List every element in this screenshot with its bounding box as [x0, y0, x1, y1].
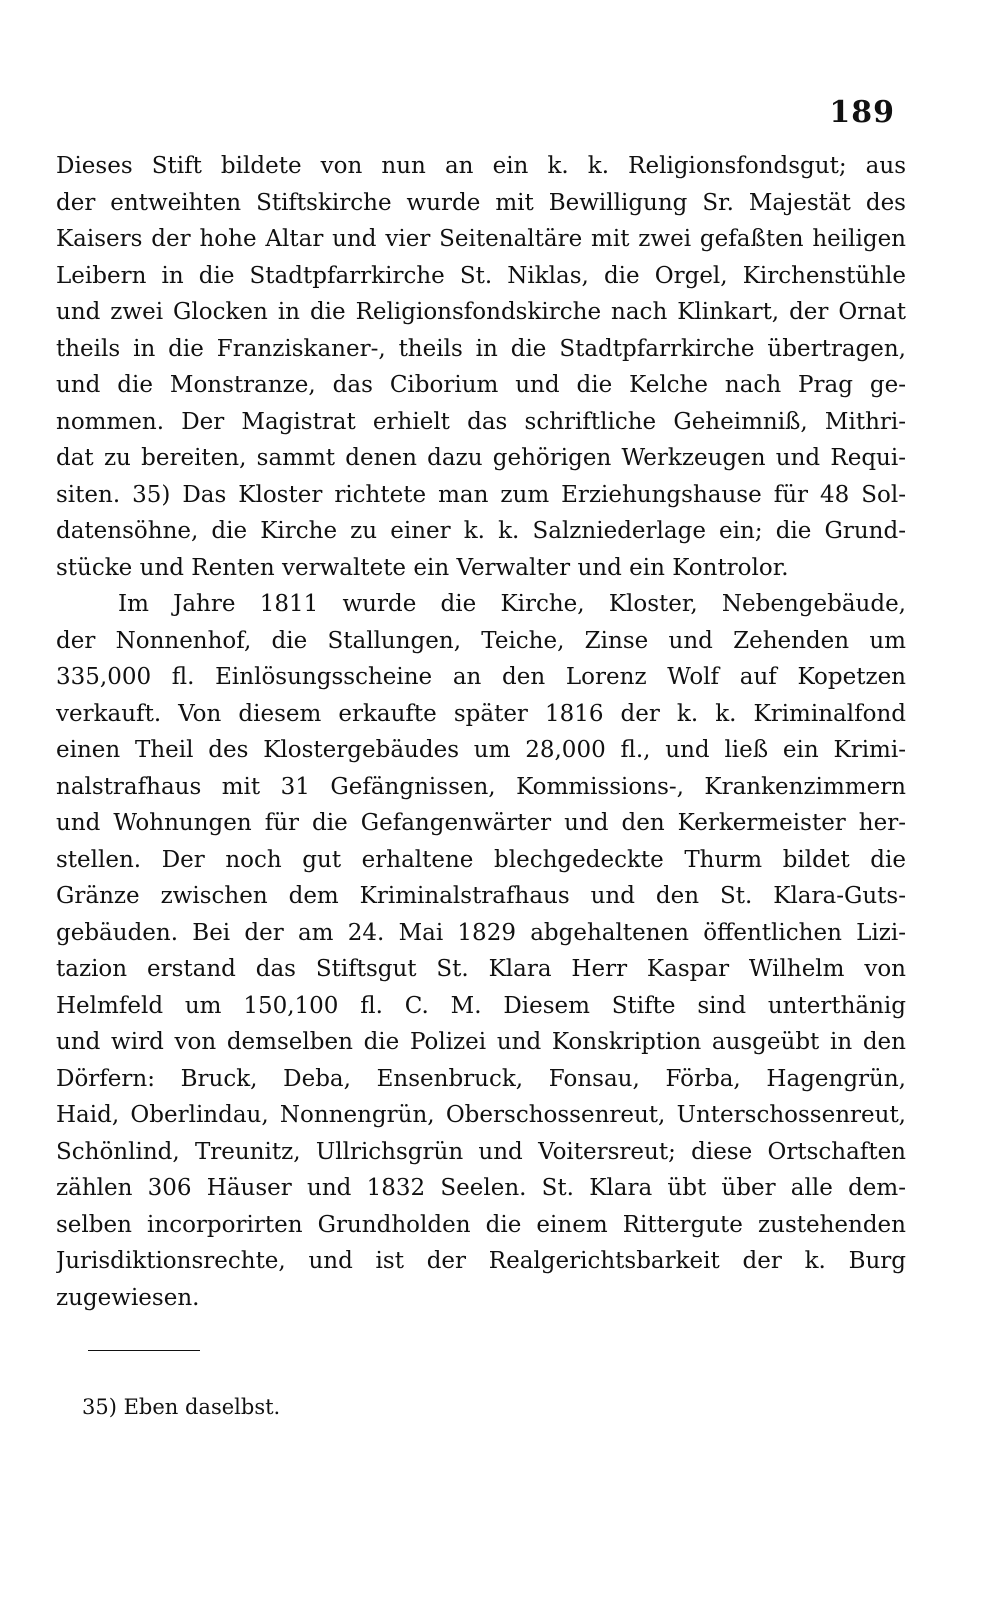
text-line: tazion erstand das Stiftsgut St. Klara Herr Kaspar Wilhelm von [56, 956, 906, 982]
text-line: Dörfern: Bruck, Deba, Ensenbruck, Fonsau, Förba, Hagengrün, [56, 1065, 906, 1092]
text-line: Gränze zwischen dem Kriminalstrafhaus und den St. Klara-Guts- [56, 883, 906, 909]
text-line: und Wohnungen für die Gefangenwärter und den Kerkermeister her- [56, 810, 906, 836]
text-line: Dieses Stift bildete von nun an ein k. k. Religionsfondsgut; aus [56, 153, 906, 179]
text-line: stellen. Der noch gut erhaltene blechgedeckte Thurm bildet die [56, 846, 906, 873]
text-line: datensöhne, die Kirche zu einer k. k. Salzniederlage ein; die Grund- [56, 518, 906, 544]
footnote: 35) Eben daselbst. [82, 1395, 281, 1419]
text-line: zählen 306 Häuser und 1832 Seelen. St. Klara übt über alle dem- [56, 1175, 906, 1201]
text-line: Leibern in die Stadtpfarrkirche St. Niklas, die Orgel, Kirchenstühle [56, 262, 906, 289]
text-line: und zwei Glocken in die Religionsfondskirche nach Klinkart, der Ornat [56, 299, 906, 325]
text-line: Kaisers der hohe Altar und vier Seitenaltäre mit zwei gefaßten heiligen [56, 226, 906, 252]
page-number: 189 [829, 95, 895, 130]
text-line: und die Monstranze, das Ciborium und die Kelche nach Prag ge- [56, 372, 906, 398]
text-line: dat zu bereiten, sammt denen dazu gehörigen Werkzeugen und Requi- [56, 445, 906, 471]
text-line: Schönlind, Treunitz, Ullrichsgrün und Voitersreut; diese Ortschaften [56, 1138, 906, 1165]
text-line: stücke und Renten verwaltete ein Verwalter und ein Kontrolor. [56, 554, 789, 581]
text-line: selben incorporirten Grundholden die einem Rittergute zustehenden [56, 1211, 906, 1238]
text-line: Haid, Oberlindau, Nonnengrün, Oberschossenreut, Unterschossenreut, [56, 1102, 906, 1128]
text-line: nommen. Der Magistrat erhielt das schriftliche Geheimniß, Mithri- [56, 408, 906, 435]
text-line: der Nonnenhof, die Stallungen, Teiche, Zinse und Zehenden um [56, 627, 906, 654]
main-text-block [56, 148, 906, 1316]
text-line: 335,000 fl. Einlösungsscheine an den Lorenz Wolf auf Kopetzen [56, 664, 906, 690]
text-line: nalstrafhaus mit 31 Gefängnissen, Kommissions-, Krankenzimmern [56, 773, 906, 800]
text-line: siten. 35) Das Kloster richtete man zum Erziehungshause für 48 Sol- [56, 481, 906, 508]
text-line: einen Theil des Klostergebäudes um 28,000 fl., und ließ ein Krimi- [56, 737, 906, 763]
footnote-divider [88, 1350, 200, 1351]
text-line: theils in die Franziskaner-, theils in die Stadtpfarrkirche übertragen, [56, 335, 906, 362]
text-line: der entweihten Stiftskirche wurde mit Bewilligung Sr. Majestät des [56, 189, 906, 216]
text-line: Im Jahre 1811 wurde die Kirche, Kloster, Nebengebäude, [118, 591, 906, 617]
text-line: Helmfeld um 150,100 fl. C. M. Diesem Stifte sind unterthänig [56, 992, 906, 1019]
text-line: und wird von demselben die Polizei und Konskription ausgeübt in den [56, 1029, 906, 1055]
text-line: zugewiesen. [56, 1284, 200, 1311]
text-line: gebäuden. Bei der am 24. Mai 1829 abgehaltenen öffentlichen Lizi- [56, 919, 906, 946]
text-line: verkauft. Von diesem erkaufte später 1816 der k. k. Kriminalfond [56, 700, 906, 727]
text-line: Jurisdiktionsrechte, und ist der Realgerichtsbarkeit der k. Burg [56, 1248, 906, 1274]
